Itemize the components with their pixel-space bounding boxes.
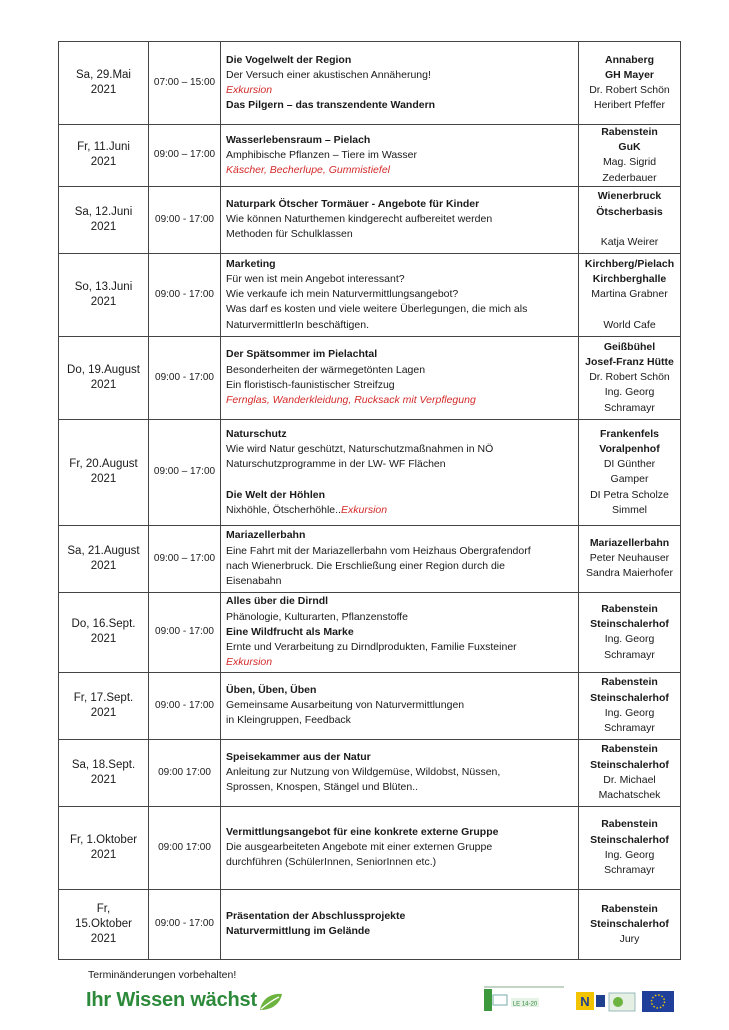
location-name: Steinschalerhof (590, 618, 669, 631)
footnote: Terminänderungen vorbehalten! (88, 969, 237, 981)
topic-line (226, 302, 574, 317)
location-name: Kirchberg/Pielach (584, 257, 675, 270)
event-date (59, 42, 149, 125)
event-topic (221, 739, 579, 806)
svg-text:N: N (580, 994, 590, 1009)
topic-note (226, 83, 574, 98)
topic-heading (226, 750, 574, 765)
topic-heading (226, 825, 574, 840)
topic-line (226, 272, 574, 287)
event-time: 09:00 17:00 (149, 739, 221, 806)
line-spacer (579, 302, 680, 317)
speaker-name: Simmel (611, 503, 647, 516)
topic-text: Sprossen, Knospen, Stängel und Blüten.. (226, 781, 419, 794)
topic-line (226, 610, 574, 625)
leaf-icon (258, 992, 284, 1012)
topic-text: Die ausgearbeiteten Angebote mit einer externen Gruppe (226, 841, 493, 854)
topic-line (226, 713, 574, 728)
svg-text:LE 14-20: LE 14-20 (512, 1001, 538, 1008)
topic-line (226, 855, 574, 870)
event-date-line: 15.Oktober (75, 917, 132, 930)
event-date (59, 739, 149, 806)
event-location (579, 806, 681, 889)
location-name: Steinschalerhof (590, 833, 669, 846)
event-topic (221, 186, 579, 253)
location-name: Kirchberghalle (592, 273, 667, 286)
topic-text: NaturvermittlerIn beschäftigen. (226, 318, 369, 331)
schedule-row (59, 739, 681, 806)
speaker-name: Zederbauer (602, 171, 657, 184)
event-date (59, 125, 149, 187)
eu-flag-icon (642, 991, 674, 1012)
event-time: 09:00 – 17:00 (149, 125, 221, 187)
location-name: Steinschalerhof (590, 691, 669, 704)
line-spacer (226, 472, 574, 487)
schedule-row (59, 42, 681, 125)
topic-text: Üben, Üben, Üben (226, 684, 317, 696)
event-topic (221, 42, 579, 125)
topic-text: Amphibische Pflanzen – Tiere im Wasser (226, 148, 418, 161)
topic-text: Die Welt der Höhlen (226, 488, 325, 501)
speaker-name: Dr. Robert Schön (589, 371, 670, 384)
speaker-name: Jury (619, 932, 640, 945)
topic-line (226, 559, 574, 574)
topic-line (226, 503, 574, 518)
topic-text: Was darf es kosten und viele weitere Überlegungen, die mich als (226, 303, 528, 316)
schedule-row (59, 889, 681, 959)
speaker-name: Ing. Georg (604, 633, 655, 646)
topic-text: Alles über die Dirndl (226, 595, 329, 608)
event-date-line: Fr, 11.Juni (77, 141, 130, 154)
topic-heading (226, 347, 574, 362)
schedule-row (59, 125, 681, 187)
topic-heading (226, 197, 574, 212)
event-time: 07:00 – 15:00 (149, 42, 221, 125)
topic-text: Ein floristisch-faunistischer Streifzug (226, 378, 395, 391)
topic-text: in Kleingruppen, Feedback (226, 714, 351, 727)
event-date-line: 2021 (90, 295, 117, 308)
topic-line (226, 442, 574, 457)
event-location (579, 889, 681, 959)
topic-heading (226, 53, 574, 68)
topic-text: durchführen (SchülerInnen, SeniorInnen etc.) (226, 856, 437, 869)
speaker-name: Dr. Michael (603, 773, 656, 786)
topic-line (226, 457, 574, 472)
leader-badge-icon (609, 993, 635, 1011)
event-topic (221, 253, 579, 336)
event-date (59, 253, 149, 336)
location-name: Steinschalerhof (590, 758, 669, 771)
speaker-name: Ing. Georg (604, 706, 655, 719)
location-name: Rabenstein (601, 818, 658, 831)
topic-note (226, 163, 574, 178)
schedule-body (59, 42, 681, 960)
location-name: Annaberg (604, 53, 654, 66)
topic-line (226, 287, 574, 302)
event-time: 09:00 - 17:00 (149, 186, 221, 253)
topic-heading (226, 924, 574, 939)
line-spacer (579, 220, 680, 235)
speaker-name: Schramayr (604, 722, 655, 735)
event-date-line: 2021 (90, 220, 117, 233)
event-topic (221, 672, 579, 739)
event-date-line: 2021 (90, 848, 117, 861)
topic-text: Eine Fahrt mit der Mariazellerbahn vom Heizhaus Obergrafendorf (226, 544, 531, 557)
speaker-name: Schramayr (604, 401, 655, 414)
topic-text: Der Spätsommer im Pielachtal (226, 348, 378, 361)
speaker-name: Katja Weirer (600, 236, 659, 248)
event-location (579, 253, 681, 336)
topic-text: Wie wird Natur geschützt, Naturschutzmaßnahmen in NÖ (226, 442, 494, 455)
location-name: Ötscherbasis (596, 205, 663, 218)
location-name: Mariazellerbahn (589, 537, 670, 549)
topic-heading (226, 528, 574, 543)
event-date-line: 2021 (90, 932, 117, 945)
speaker-name: Dr. Robert Schön (589, 84, 670, 96)
topic-text: Vermittlungsangebot für eine konkrete externe Gruppe (226, 826, 499, 838)
speaker-name: Machatschek (598, 789, 661, 802)
event-time: 09:00 - 17:00 (149, 672, 221, 739)
speaker-name: Peter Neuhauser (589, 552, 670, 565)
topic-text: Präsentation der Abschlussprojekte (226, 910, 406, 923)
event-location (579, 525, 681, 592)
location-name: Voralpenhof (599, 442, 660, 455)
topic-heading (226, 427, 574, 442)
event-date-line: Fr, 17.Sept. (73, 691, 134, 704)
location-name: GuK (618, 141, 641, 154)
event-time: 09:00 - 17:00 (149, 336, 221, 419)
schedule-row (59, 672, 681, 739)
event-location (579, 336, 681, 419)
schedule-table (58, 41, 681, 960)
sponsor-logos (484, 985, 684, 1015)
topic-text: Eine Wildfrucht als Marke (226, 625, 354, 638)
speaker-name: Ing. Georg (604, 848, 655, 861)
topic-text: Die Vogelwelt der Region (226, 53, 352, 66)
event-date-line: Fr, 1.Oktober (69, 833, 138, 846)
speaker-name: DI Günther (603, 458, 656, 471)
event-date (59, 806, 149, 889)
topic-text: Der Versuch einer akustischen Annäherung! (226, 68, 431, 81)
topic-text: Speisekammer aus der Natur (226, 751, 371, 763)
speaker-name: Ing. Georg (604, 386, 655, 399)
event-topic (221, 889, 579, 959)
event-time: 09:00 - 17:00 (149, 889, 221, 959)
topic-text: Marketing (226, 257, 276, 270)
location-name: Rabenstein (601, 902, 658, 915)
topic-text: Besonderheiten der wärmegetönten Lagen (226, 363, 426, 376)
location-name: Geißbühel (603, 340, 656, 353)
topic-line (226, 318, 574, 333)
topic-line (226, 698, 574, 713)
topic-line (226, 840, 574, 855)
leader-logo-icon (511, 998, 539, 1008)
location-name: GH Mayer (604, 68, 655, 81)
schedule-row (59, 525, 681, 592)
topic-line (226, 363, 574, 378)
topic-line (226, 574, 574, 589)
topic-text: Wie können Naturthemen kindgerecht aufbereitet werden (226, 213, 493, 226)
speaker-name: Mag. Sigrid (602, 156, 657, 169)
event-date (59, 336, 149, 419)
topic-text: Käscher, Becherlupe, Gummistiefel (226, 164, 390, 176)
event-date (59, 419, 149, 525)
location-name: Rabenstein (601, 676, 658, 689)
topic-line (226, 212, 574, 227)
slogan: Ihr Wissen wächst (86, 989, 257, 1011)
location-name: Rabenstein (601, 743, 658, 756)
topic-text: Ernte und Verarbeitung zu Dirndlprodukten, Familie Fuxsteiner (226, 640, 517, 653)
speaker-name: Sandra Maierhofer (586, 567, 673, 580)
event-date-line: Sa, 12.Juni (74, 205, 133, 218)
topic-heading (226, 625, 574, 640)
event-location (579, 186, 681, 253)
event-location (579, 672, 681, 739)
topic-text: Eisenabahn (226, 575, 282, 588)
event-topic (221, 419, 579, 525)
event-date (59, 672, 149, 739)
event-date-line: Sa, 21.August (67, 544, 140, 557)
schedule-row (59, 336, 681, 419)
topic-heading (226, 257, 574, 272)
topic-text: Exkursion (226, 656, 273, 669)
speaker-name: World Cafe (603, 318, 656, 331)
event-date-line: 2021 (90, 156, 117, 169)
speaker-name: Martina Grabner (591, 288, 668, 301)
event-location (579, 42, 681, 125)
event-date (59, 889, 149, 959)
topic-line (226, 148, 574, 163)
speaker-name: Schramayr (604, 648, 655, 661)
location-name: Josef-Franz Hütte (585, 356, 674, 368)
topic-line (226, 765, 574, 780)
event-time: 09:00 - 17:00 (149, 253, 221, 336)
event-date (59, 592, 149, 672)
event-date (59, 525, 149, 592)
topic-note: Exkursion (340, 503, 388, 516)
speaker-name: Heribert Pfeffer (593, 99, 665, 112)
topic-text: Exkursion (226, 84, 273, 96)
event-date-line: 2021 (90, 378, 117, 391)
event-date-line: So, 13.Juni (74, 280, 133, 293)
event-topic (221, 125, 579, 187)
topic-note (226, 655, 574, 670)
event-topic (221, 806, 579, 889)
topic-text: Naturschutzprogramme in der LW- WF Flächen (226, 458, 446, 471)
location-name: Rabenstein (601, 602, 658, 615)
event-date-line: 2021 (90, 773, 117, 786)
event-date-line: Sa, 29.Mai (76, 68, 131, 81)
topic-text: Fernglas, Wanderkleidung, Rucksack mit Verpflegung (226, 394, 476, 407)
schedule-row (59, 806, 681, 889)
event-date (59, 186, 149, 253)
topic-text: Methoden für Schulklassen (226, 228, 353, 241)
topic-text: Das Pilgern – das transzendente Wandern (226, 99, 436, 112)
topic-text: nach Wienerbruck. Die Erschließung einer Region durch die (226, 559, 505, 572)
location-name: Steinschalerhof (590, 917, 669, 930)
topic-heading (226, 488, 574, 503)
event-time: 09:00 – 17:00 (149, 419, 221, 525)
topic-heading (226, 683, 574, 698)
event-date-line: Do, 16.Sept. (71, 618, 136, 631)
topic-text: Mariazellerbahn (226, 529, 306, 542)
event-topic (221, 525, 579, 592)
topic-text: Phänologie, Kulturarten, Pflanzenstoffe (226, 610, 408, 623)
topic-line (226, 544, 574, 559)
location-name: Wienerbruck (597, 190, 662, 203)
topic-heading (226, 594, 574, 609)
event-time: 09:00 17:00 (149, 806, 221, 889)
topic-text: Naturvermittlung im Gelände (226, 925, 371, 938)
schedule-row (59, 186, 681, 253)
topic-heading (226, 133, 574, 148)
topic-text: Naturpark Ötscher Tormäuer - Angebote für Kinder (226, 198, 480, 210)
location-name: Rabenstein (601, 126, 658, 138)
event-time: 09:00 – 17:00 (149, 525, 221, 592)
topic-line (226, 227, 574, 242)
topic-note (226, 393, 574, 408)
event-location (579, 419, 681, 525)
topic-heading (226, 909, 574, 924)
topic-text: Für wen ist mein Angebot interessant? (226, 273, 405, 285)
event-date-line: Sa, 18.Sept. (71, 758, 136, 771)
topic-heading (226, 98, 574, 113)
event-date-line: Fr, 20.August (69, 458, 138, 471)
event-location (579, 592, 681, 672)
speaker-name: Gamper (610, 473, 649, 486)
topic-line (226, 780, 574, 795)
event-time: 09:00 - 17:00 (149, 592, 221, 672)
speaker-name: DI Petra Scholze (590, 488, 669, 501)
speaker-name: Schramayr (604, 864, 655, 877)
event-date-line: 2021 (90, 473, 117, 486)
topic-line (226, 640, 574, 655)
topic-text: Anleitung zur Nutzung von Wildgemüse, Wildobst, Nüssen, (226, 766, 501, 779)
event-topic (221, 336, 579, 419)
event-date-line: 2021 (90, 84, 117, 96)
niederoesterreich-logo-icon (576, 992, 605, 1010)
event-location (579, 739, 681, 806)
schedule-row (59, 253, 681, 336)
event-location (579, 125, 681, 187)
schedule-row (59, 592, 681, 672)
schedule-row (59, 419, 681, 525)
topic-text: Naturschutz (226, 427, 287, 440)
topic-line (226, 68, 574, 83)
event-date-line: 2021 (90, 559, 117, 572)
topic-text: Gemeinsame Ausarbeitung von Naturvermittlungen (226, 699, 465, 712)
event-date-line: Do, 19.August (67, 363, 140, 376)
event-date-line: Fr, (96, 902, 111, 915)
topic-text: Wie verkaufe ich mein Naturvermittlungsangebot? (226, 288, 459, 301)
topic-text: Nixhöhle, Ötscherhöhle.. (226, 503, 341, 516)
event-date-line: 2021 (90, 706, 117, 719)
topic-line (226, 378, 574, 393)
event-topic (221, 592, 579, 672)
event-date-line: 2021 (90, 633, 117, 646)
location-name: Frankenfels (600, 427, 659, 440)
topic-text: Wasserlebensraum – Pielach (226, 133, 371, 146)
